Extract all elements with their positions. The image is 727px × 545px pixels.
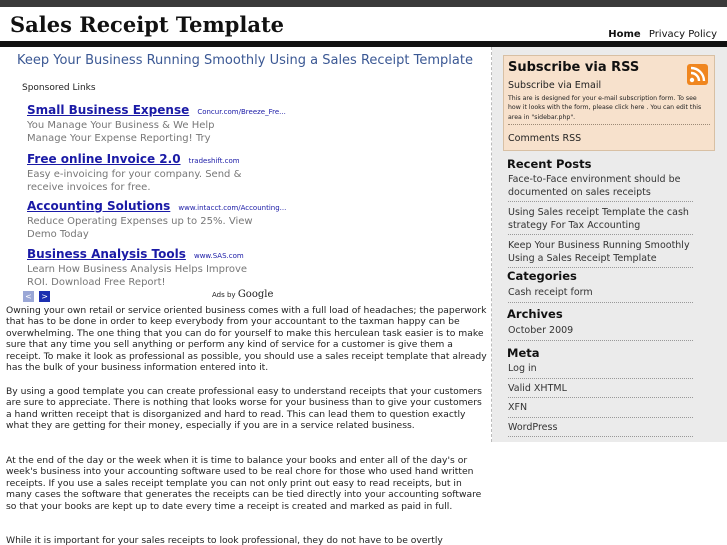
rss-description: This are is designed for your e-mail subscription form. To see how it looks with the form, please click here . You can edit this area in "sidebar.php". <box>508 95 702 121</box>
recent-post-link[interactable]: Using Sales receipt Template the cash strategy For Tax Accounting <box>508 207 693 235</box>
ad-title-link[interactable]: Free online Invoice 2.0 <box>27 152 181 166</box>
comments-rss-link[interactable]: Comments RSS <box>508 124 710 144</box>
ad-description: You Manage Your Business & We Help Manage Your Expense Reporting! Try <box>27 120 215 144</box>
post-paragraph: By using a good template you can create professional easy to understand receipts that your customers are sure to appreciate. There is nothing that looks worse for your business than to give your customers a hand written receipt that is disorganized and hard to read. This can lead them to question exactly what they are getting for their money, especially if you are in a service related business. <box>6 386 482 432</box>
ad-title-link[interactable]: Small Business Expense <box>27 103 190 117</box>
subscribe-email-text: Subscribe via Email <box>508 80 602 91</box>
ad-url[interactable]: www.intacct.com/Accounting... <box>178 204 287 212</box>
post-title[interactable]: Keep Your Business Running Smoothly Using a Sales Receipt Template <box>17 53 473 68</box>
recent-post-link[interactable]: Face-to-Face environment should be documented on sales receipts <box>508 174 693 202</box>
ad-url[interactable]: www.SAS.com <box>193 252 244 260</box>
sponsored-links-label: Sponsored Links <box>22 83 96 93</box>
ad-title-link[interactable]: Business Analysis Tools <box>27 247 186 261</box>
nav-privacy-link[interactable]: Privacy Policy <box>648 29 717 40</box>
ad-description: Learn How Business Analysis Helps Improve ROI. Download Free Report! <box>27 264 248 288</box>
categories-heading: Categories <box>507 269 577 283</box>
google-logo-text: Google <box>237 289 274 300</box>
sidebar <box>492 47 727 442</box>
ad-next-button[interactable]: > <box>39 291 50 302</box>
recent-posts-list <box>508 174 693 268</box>
meta-heading: Meta <box>507 346 540 360</box>
ad-item <box>27 243 277 289</box>
ads-by-google[interactable]: Ads by Google <box>212 289 274 300</box>
ad-url[interactable]: Concur.com/Breeze_Fre... <box>197 108 286 116</box>
post-paragraph: At the end of the day or the week when it is time to balance your books and enter all of the day's or week's business into your accounting software used to be real chore for those who used hand written receipts. If you use a sales receipt template you can not only print out easy to read receipts, but in many cases the software that generates the receipts can be tied directly into your accounting software so that your books are kept up to date every time a receipt is created and marked as paid in full. <box>6 455 482 512</box>
post-paragraph: While it is important for your sales receipts to look professional, they do not have to be overtly <box>6 535 443 545</box>
ad-url[interactable]: tradeshift.com <box>188 157 240 165</box>
archives-heading: Archives <box>507 307 563 321</box>
categories-list <box>508 287 693 303</box>
meta-login-link[interactable]: Log in <box>508 363 693 379</box>
recent-posts-heading: Recent Posts <box>507 157 592 171</box>
site-title[interactable]: Sales Receipt Template <box>10 12 285 37</box>
category-link[interactable]: Cash receipt form <box>508 287 693 303</box>
rss-box <box>503 55 715 151</box>
archives-list <box>508 325 693 341</box>
ad-item <box>27 195 287 241</box>
meta-wordpress-link[interactable]: WordPress <box>508 422 693 438</box>
post-paragraph: Owning your own retail or service oriented business comes with a full load of headaches; the paperwork that has to be done in order to keep everybody from your accountant to the taxman happy can be overwhelming. The one thing that you can do for yourself to make this herculean task easier is to make sure that any time you sell anything or perform any kind of service for a customer is give them a receipt. To make it look as professional as possible, you should use a sales receipt template that already has the bulk of your business information entered into it. <box>6 305 487 374</box>
ad-description: Reduce Operating Expenses up to 25%. View Demo Today <box>27 216 253 240</box>
recent-post-link[interactable]: Keep Your Business Running Smoothly Using a Sales Receipt Template <box>508 240 693 268</box>
main-content <box>0 47 491 545</box>
ad-title-link[interactable]: Accounting Solutions <box>27 199 171 213</box>
meta-xfn-link[interactable]: XFN <box>508 402 693 418</box>
top-nav <box>603 29 717 40</box>
ad-prev-button[interactable]: < <box>23 291 34 302</box>
meta-list <box>508 363 693 437</box>
ad-description: Easy e-invoicing for your company. Send & receive invoices for free. <box>27 169 242 193</box>
top-strip <box>0 0 727 7</box>
meta-xhtml-link[interactable]: Valid XHTML <box>508 383 693 399</box>
ad-item <box>27 99 286 145</box>
ad-item <box>27 148 277 194</box>
rss-title: Subscribe via RSS <box>508 60 640 75</box>
archive-link[interactable]: October 2009 <box>508 325 693 341</box>
nav-home-link[interactable]: Home <box>608 29 641 40</box>
rss-feed-icon[interactable] <box>687 64 708 85</box>
